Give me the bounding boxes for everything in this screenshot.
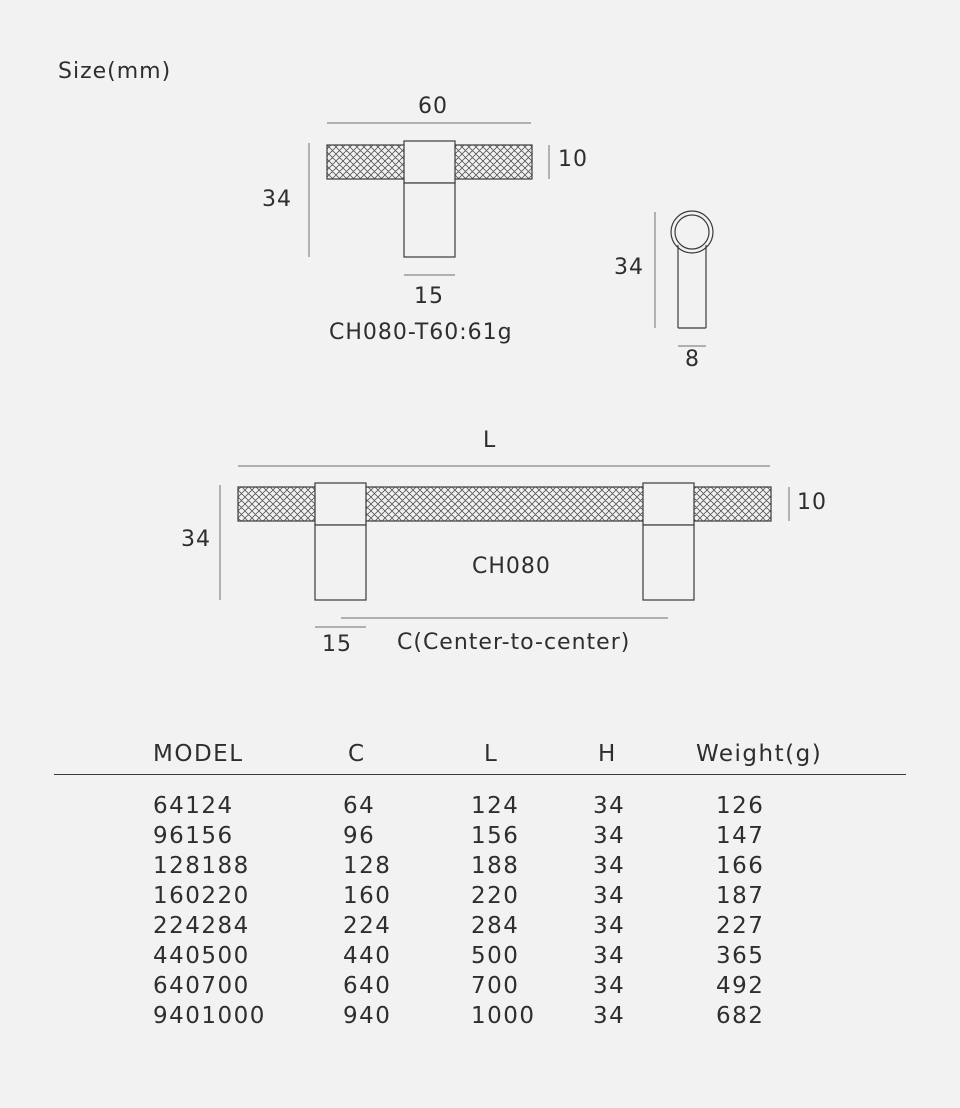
cell-model: 9401000 bbox=[153, 1003, 266, 1029]
cell-weight: 126 bbox=[716, 793, 765, 819]
header-weight: Weight(g) bbox=[696, 741, 823, 767]
cell-h: 34 bbox=[593, 883, 626, 909]
cell-model: 440500 bbox=[153, 943, 250, 969]
cell-model: 640700 bbox=[153, 973, 250, 999]
cell-h: 34 bbox=[593, 913, 626, 939]
small-thickness-dim: 10 bbox=[558, 147, 588, 172]
cell-model: 64124 bbox=[153, 793, 234, 819]
cell-l: 700 bbox=[471, 973, 520, 999]
header-l: L bbox=[484, 741, 499, 767]
long-center-dim: C(Center-to-center) bbox=[397, 630, 631, 655]
cell-c: 128 bbox=[343, 853, 392, 879]
cell-c: 96 bbox=[343, 823, 376, 849]
cell-weight: 492 bbox=[716, 973, 765, 999]
cell-l: 284 bbox=[471, 913, 520, 939]
side-width-dim: 8 bbox=[685, 347, 700, 372]
cell-h: 34 bbox=[593, 853, 626, 879]
cell-l: 220 bbox=[471, 883, 520, 909]
cell-weight: 227 bbox=[716, 913, 765, 939]
cell-weight: 187 bbox=[716, 883, 765, 909]
cell-weight: 147 bbox=[716, 823, 765, 849]
cell-c: 160 bbox=[343, 883, 392, 909]
small-width-dim: 60 bbox=[418, 94, 448, 119]
cell-l: 156 bbox=[471, 823, 520, 849]
small-height-dim: 34 bbox=[262, 187, 292, 212]
header-h: H bbox=[598, 741, 617, 767]
side-height-dim: 34 bbox=[614, 255, 644, 280]
long-model-label: CH080 bbox=[472, 554, 551, 579]
cell-l: 1000 bbox=[471, 1003, 536, 1029]
cell-h: 34 bbox=[593, 1003, 626, 1029]
long-height-dim: 34 bbox=[181, 527, 211, 552]
cell-l: 500 bbox=[471, 943, 520, 969]
cell-weight: 365 bbox=[716, 943, 765, 969]
header-c: C bbox=[348, 741, 366, 767]
cell-l: 188 bbox=[471, 853, 520, 879]
long-thickness-dim: 10 bbox=[797, 490, 827, 515]
cell-h: 34 bbox=[593, 823, 626, 849]
small-caption: CH080-T60:61g bbox=[329, 320, 513, 345]
header-model: MODEL bbox=[153, 741, 244, 767]
cell-c: 64 bbox=[343, 793, 376, 819]
cell-model: 160220 bbox=[153, 883, 250, 909]
cell-model: 96156 bbox=[153, 823, 234, 849]
cell-model: 128188 bbox=[153, 853, 250, 879]
long-length-dim: L bbox=[483, 428, 497, 453]
small-post-dim: 15 bbox=[414, 284, 444, 309]
size-label: Size(mm) bbox=[58, 59, 172, 84]
cell-weight: 682 bbox=[716, 1003, 765, 1029]
cell-h: 34 bbox=[593, 793, 626, 819]
table-header-rule bbox=[54, 774, 906, 775]
cell-c: 940 bbox=[343, 1003, 392, 1029]
long-post-dim: 15 bbox=[322, 632, 352, 657]
cell-c: 640 bbox=[343, 973, 392, 999]
cell-l: 124 bbox=[471, 793, 520, 819]
cell-model: 224284 bbox=[153, 913, 250, 939]
cell-h: 34 bbox=[593, 943, 626, 969]
cell-c: 440 bbox=[343, 943, 392, 969]
cell-weight: 166 bbox=[716, 853, 765, 879]
cell-h: 34 bbox=[593, 973, 626, 999]
cell-c: 224 bbox=[343, 913, 392, 939]
